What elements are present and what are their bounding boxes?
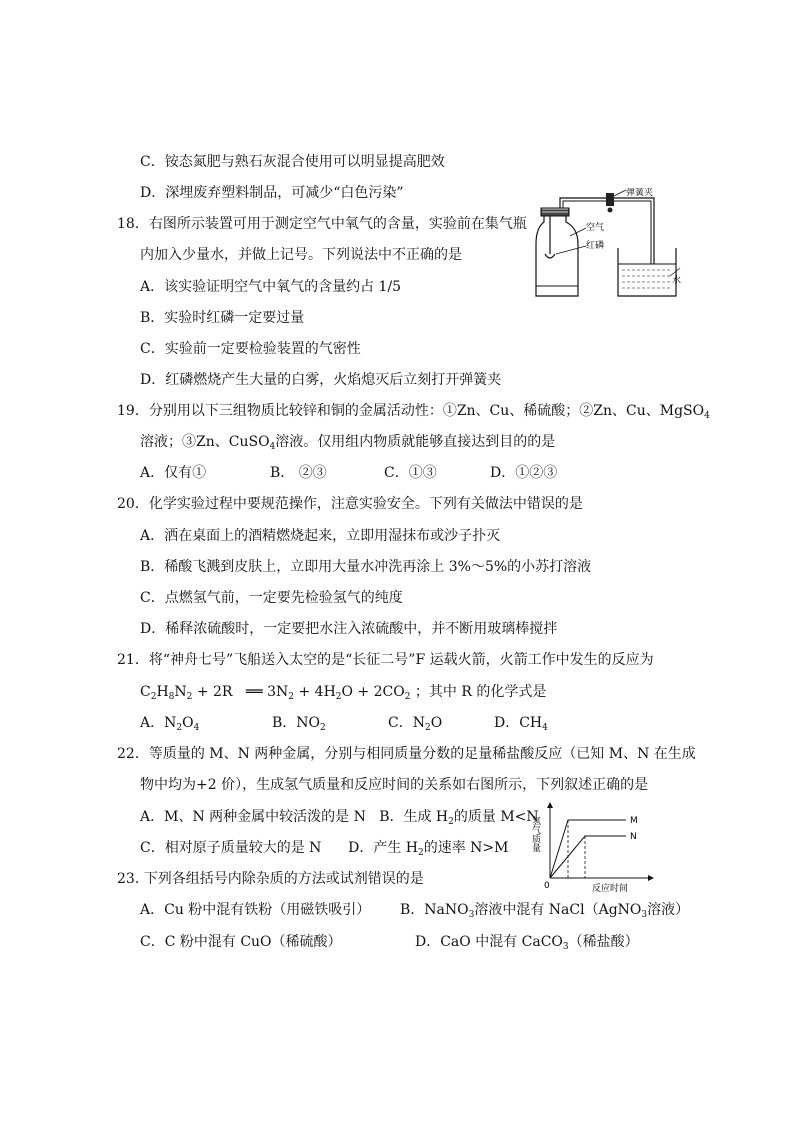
q19-stem-line1: 19．分别用以下三组物质比较锌和铜的金属活动性：①Zn、Cu、稀硫酸；②Zn、Cu、MgSO$_4$ <box>117 403 710 421</box>
q19-stem-line2: 溶液；③Zn、CuSO$_4$溶液。仅用组内物质就能够直接达到目的的是 <box>140 434 556 452</box>
q20-stem: 20．化学实验过程中要规范操作，注意实验安全。下列有关做法中错误的是 <box>117 496 583 512</box>
beaker <box>618 248 676 296</box>
q21-equation: $C_2H_8N_2 + 2R$ ══ $3N_2 + 4H_2O + 2CO_2$ ；其中 R 的化学式是 <box>140 684 547 702</box>
q19-option-a: A．仅有① <box>140 465 207 481</box>
origin-label: 0 <box>544 881 550 891</box>
q22-options-cd: C．相对原子质量较大的是 N D．产生 $H_2$的速率 N>M <box>140 840 509 858</box>
combustion-spoon <box>545 254 555 258</box>
q23-option-b: B．NaNO$_3$溶液中混有 NaCl（AgNO$_3$溶液） <box>400 902 690 920</box>
q18-stem-line1: 18．右图所示装置可用于测定空气中氧气的含量，实验前在集气瓶 <box>117 216 527 232</box>
q23-option-d: D．CaO 中混有 CaCO$_3$（稀盐酸） <box>415 934 639 952</box>
q17-option-d: D．深埋废弃塑料制品，可减少“白色污染” <box>140 185 404 201</box>
hydrogen-mass-time-chart <box>530 802 655 894</box>
gas-bottle <box>536 214 578 296</box>
curve-m <box>550 820 626 878</box>
q18-option-a: A．该实验证明空气中氧气的含量约占 1/5 <box>140 279 402 295</box>
q20-option-b: B．稀酸飞溅到皮肤上，立即用大量水冲洗再涂上 3%～5%的小苏打溶液 <box>140 559 592 575</box>
q18-option-c: C．实验前一定要检验装置的气密性 <box>140 341 361 357</box>
q20-option-c: C．点燃氢气前，一定要先检验氢气的纯度 <box>140 590 403 606</box>
q22-stem-line2: 物中均为+2 价），生成氢气质量和反应时间的关系如右图所示，下列叙述正确的是 <box>140 777 649 793</box>
q21-stem: 21．将“神舟七号”飞船送入太空的是“长征二号”F 运载火箭，火箭工作中发生的反应为 <box>117 652 654 668</box>
q23-option-a: A．Cu 粉中混有铁粉（用磁铁吸引） <box>140 902 371 918</box>
phosphorus-label: 红磷 <box>586 241 605 251</box>
q22-stem-line1: 22．等质量的 M、N 两种金属，分别与相同质量分数的足量稀盐酸反应（已知 M、N 在生成 <box>117 746 696 762</box>
q23-option-c: C．C 粉中混有 CuO（稀硫酸） <box>140 934 342 950</box>
q23-stem: 23. 下列各组括号内除杂质的方法或试剂错误的是 <box>117 871 424 887</box>
glass-tube <box>560 198 654 264</box>
q20-option-a: A．洒在桌面上的酒精燃烧起来，立即用湿抹布或沙子扑灭 <box>140 528 501 544</box>
air-label: 空气 <box>586 223 605 233</box>
y-axis-label: 氢气质量 <box>530 816 540 852</box>
q19-option-b: B． ②③ <box>270 465 327 481</box>
q17-option-c: C．铵态氮肥与熟石灰混合使用可以明显提高肥效 <box>140 154 445 170</box>
q21-option-a: A．$N_2O_4$ <box>140 715 200 733</box>
q18-option-d: D．红磷燃烧产生大量的白雾，火焰熄灭后立刻打开弹簧夹 <box>140 372 502 388</box>
water-label: 水 <box>672 276 682 286</box>
q18-stem-line2: 内加入少量水，并做上记号。下列说法中不正确的是 <box>140 247 462 263</box>
q18-option-b: B．实验时红磷一定要过量 <box>140 310 305 326</box>
q21-option-d: D．$CH_4$ <box>494 715 548 733</box>
q21-option-c: C．$N_2O$ <box>388 715 443 733</box>
oxygen-measurement-apparatus-figure <box>530 188 685 300</box>
clamp-label: 弹簧夹 <box>626 188 654 198</box>
x-axis-label: 反应时间 <box>592 884 629 894</box>
series-m-label: M <box>630 816 638 826</box>
q19-option-c: C．①③ <box>384 465 437 481</box>
q22-options-ab: A．M、N 两种金属中较活泼的是 N B．生成 $H_2$的质量 M<N <box>140 809 539 827</box>
q21-option-b: B．$NO_2$ <box>272 715 326 733</box>
q19-option-d: D．①②③ <box>490 465 558 481</box>
series-n-label: N <box>630 832 637 842</box>
spring-clamp <box>606 193 614 206</box>
q20-option-d: D．稀释浓硫酸时，一定要把水注入浓硫酸中，并不断用玻璃棒搅拌 <box>140 621 558 637</box>
